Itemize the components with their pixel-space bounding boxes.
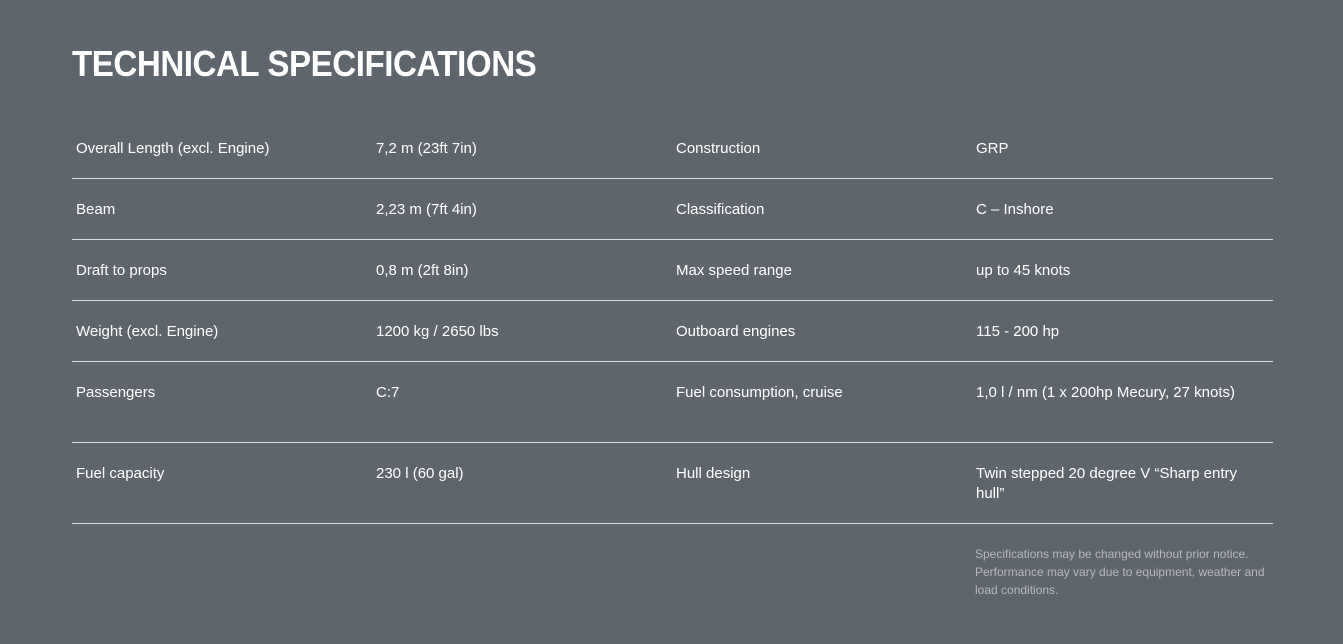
- spec-row: [72, 301, 1273, 362]
- spec-value: C:7: [376, 384, 400, 401]
- spec-row: [72, 240, 1273, 301]
- spec-value: C – Inshore: [976, 201, 1054, 218]
- page-title: TECHNICAL SPECIFICATIONS: [72, 43, 537, 84]
- spec-row: [72, 179, 1273, 240]
- spec-value: 230 l (60 gal): [376, 465, 464, 482]
- spec-label: Max speed range: [676, 262, 792, 279]
- specifications-table: [72, 118, 1273, 524]
- spec-label: Passengers: [76, 384, 156, 401]
- spec-value: GRP: [976, 140, 1009, 157]
- spec-value: 7,2 m (23ft 7in): [376, 140, 477, 157]
- spec-value: 115 - 200 hp: [976, 323, 1060, 340]
- spec-label: Construction: [676, 140, 761, 157]
- spec-label: Fuel capacity: [76, 465, 165, 482]
- spec-value: up to 45 knots: [976, 262, 1071, 279]
- spec-label: Hull design: [676, 465, 751, 482]
- spec-row: [72, 118, 1273, 179]
- spec-label: Overall Length (excl. Engine): [76, 140, 270, 157]
- spec-label: Beam: [76, 201, 116, 218]
- spec-row: [72, 443, 1273, 524]
- spec-label: Draft to props: [76, 262, 167, 279]
- spec-value: 2,23 m (7ft 4in): [376, 201, 477, 218]
- spec-label: Classification: [676, 201, 765, 218]
- disclaimer-note: Specifications may be changed without prior notice. Performance may vary due to equipment, weather and load conditions.: [975, 547, 1265, 597]
- spec-label: Outboard engines: [676, 323, 796, 340]
- spec-value: 1,0 l / nm (1 x 200hp Mecury, 27 knots): [976, 384, 1236, 401]
- spec-row: [72, 362, 1273, 443]
- spec-label: Weight (excl. Engine): [76, 323, 219, 340]
- spec-value: 1200 kg / 2650 lbs: [376, 323, 499, 340]
- spec-value: 0,8 m (2ft 8in): [376, 262, 469, 279]
- spec-value: Twin stepped 20 degree V “Sharp entry hull”: [976, 465, 1237, 502]
- spec-label: Fuel consumption, cruise: [676, 384, 843, 401]
